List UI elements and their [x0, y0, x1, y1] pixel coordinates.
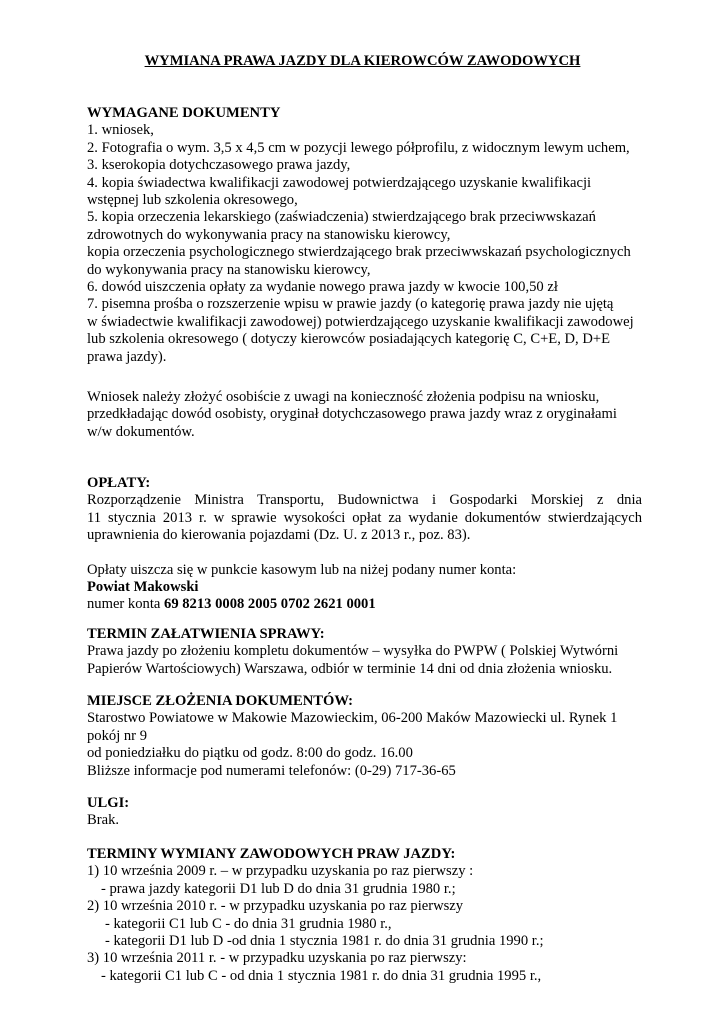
required-documents-heading: WYMAGANE DOKUMENTY: [87, 105, 281, 121]
terms-line-5: - kategorii D1 lub D -od dnia 1 stycznia 1981 r. do dnia 31 grudnia 1990 r.;: [105, 933, 544, 950]
required-line-3: 3. kserokopia dotychczasowego prawa jazdy,: [87, 157, 351, 174]
fees-heading: OPŁATY:: [87, 475, 151, 491]
required-line-1: 1. wniosek,: [87, 122, 154, 139]
relief-section: [87, 795, 642, 830]
fees-regulation-line-1: Rozporządzenie Ministra Transportu, Budownictwa i Gospodarki Morskiej z dnia: [87, 492, 642, 509]
required-line-13: lub szkolenia okresowego ( dotyczy kierowców posiadających kategorię C, C+E, D, D+E: [87, 331, 611, 348]
terms-line-3: 2) 10 września 2010 r. - w przypadku uzyskania po raz pierwszy: [87, 898, 464, 915]
fees-regulation-line-2: 11 stycznia 2013 r. w sprawie wysokości opłat za wydanie dokumentów stwierdzających: [87, 509, 642, 526]
terms-line-6: 3) 10 września 2011 r. - w przypadku uzyskania po raz pierwszy:: [87, 950, 467, 967]
required-line-6: 5. kopia orzeczenia lekarskiego (zaświadczenia) stwierdzającego brak przeciwwskazań: [87, 209, 596, 226]
place-line-2: pokój nr 9: [87, 727, 147, 744]
deadline-line-2: Papierów Wartościowych) Warszawa, odbiór w terminie 14 dni od dnia złożenia wniosku.: [87, 660, 613, 677]
required-line-14: prawa jazdy).: [87, 348, 167, 365]
terms-line-1: 1) 10 września 2009 r. – w przypadku uzyskania po raz pierwszy :: [87, 863, 474, 880]
document-title: WYMIANA PRAWA JAZDY DLA KIEROWCÓW ZAWODOWYCH: [144, 53, 581, 69]
terms-line-4: - kategorii C1 lub C - do dnia 31 grudnia 1980 r.,: [105, 915, 392, 932]
required-documents-section: [87, 105, 642, 366]
relief-heading: ULGI:: [87, 795, 130, 811]
required-line-8: kopia orzeczenia psychologicznego stwierdzającego brak przeciwwskazań psychologicznych: [87, 244, 631, 261]
fees-payment-info: Opłaty uiszcza się w punkcie kasowym lub na niżej podany numer konta:: [87, 561, 517, 578]
account-number: 69 8213 0008 2005 0702 2621 0001: [164, 596, 376, 613]
required-line-5: wstępnej lub szkolenia okresowego,: [87, 192, 298, 209]
place-section: [87, 693, 642, 780]
deadline-heading: TERMIN ZAŁATWIENIA SPRAWY:: [87, 626, 325, 642]
account-label: numer konta: [87, 596, 161, 613]
fees-regulation-line-3: uprawnienia do kierowania pojazdami (Dz. U. z 2013 r., poz. 83).: [87, 527, 471, 544]
note-line-3: w/w dokumentów.: [87, 423, 195, 440]
required-line-11: 7. pisemna prośba o rozszerzenie wpisu w prawie jazdy (o kategorię prawa jazdy nie ujętą: [87, 296, 614, 313]
terms-line-2: - prawa jazdy kategorii D1 lub D do dnia 31 grudnia 1980 r.;: [101, 880, 456, 897]
place-line-1: Starostwo Powiatowe w Makowie Mazowieckim, 06-200 Maków Mazowiecki ul. Rynek 1: [87, 710, 618, 727]
required-line-9: do wykonywania pracy na stanowisku kierowcy,: [87, 261, 371, 278]
required-line-12: w świadectwie kwalifikacji zawodowej) potwierdzającego uzyskanie kwalifikacji zawodowej: [87, 313, 634, 330]
terms-line-7: - kategorii C1 lub C - od dnia 1 stycznia 1981 r. do dnia 31 grudnia 1995 r.,: [101, 967, 542, 984]
deadline-section: [87, 626, 642, 678]
note-line-1: Wniosek należy złożyć osobiście z uwagi na konieczność złożenia podpisu na wniosku,: [87, 389, 600, 405]
terms-heading: TERMINY WYMIANY ZAWODOWYCH PRAW JAZDY:: [87, 846, 456, 862]
fees-section: [87, 475, 642, 614]
required-line-2: 2. Fotografia o wym. 3,5 x 4,5 cm w pozycji lewego półprofilu, z widocznym lewym uchem,: [87, 139, 630, 156]
terms-section: [87, 846, 642, 985]
place-heading: MIEJSCE ZŁOŻENIA DOKUMENTÓW:: [87, 693, 353, 709]
deadline-line-1: Prawa jazdy po złożeniu kompletu dokumentów – wysyłka do PWPW ( Polskiej Wytwórni: [87, 643, 619, 660]
place-line-4: Bliższe informacje pod numerami telefonów: (0-29) 717-36-65: [87, 762, 456, 779]
required-line-10: 6. dowód uiszczenia opłaty za wydanie nowego prawa jazdy w kwocie 100,50 zł: [87, 279, 558, 296]
place-line-3: od poniedziałku do piątku od godz. 8:00 do godz. 16.00: [87, 745, 413, 762]
required-line-4: 4. kopia świadectwa kwalifikacji zawodowej potwierdzającego uzyskanie kwalifikacji: [87, 174, 592, 191]
submission-note: [87, 389, 642, 441]
fees-payee: Powiat Makowski: [87, 579, 199, 596]
fees-account: [87, 596, 642, 613]
required-line-7: zdrowotnych do wykonywania pracy na stanowisku kierowcy,: [87, 226, 451, 243]
note-line-2: przedkładając dowód osobisty, oryginał dotychczasowego prawa jazdy wraz z oryginałami: [87, 406, 617, 423]
relief-text: Brak.: [87, 812, 120, 829]
